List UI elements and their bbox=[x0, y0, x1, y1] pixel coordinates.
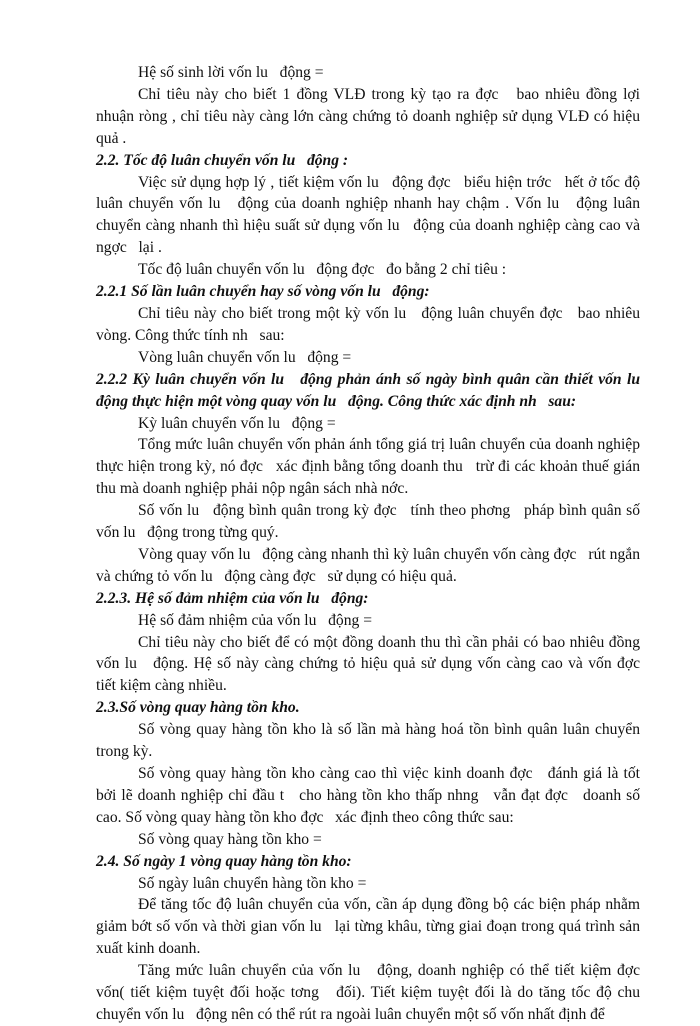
section-heading: 2.2.2 Kỳ luân chuyển vốn lu động phản ánh số ngày bình quân cần thiết vốn lu động thực hiện một vòng quay vốn lu động. Công thức xác định nh sau: bbox=[96, 370, 652, 410]
body-paragraph: Kỳ luân chuyển vốn lu động = bbox=[138, 414, 336, 432]
body-paragraph: Tổng mức luân chuyển vốn phản ánh tổng giá trị luân chuyển của doanh nghiệp thực hiện trong kỳ, nó đợc xác định bằng tổng doanh thu trừ đi các khoản thuế gián thu mà doanh nghiệp phải nộp ngân sách nhà nớc. bbox=[96, 436, 644, 498]
body-paragraph: Việc sử dụng hợp lý , tiết kiệm vốn lu động đợc biểu hiện trớc hết ở tốc độ luân chuyển vốn lu động của doanh nghiệp nhanh hay chậm . Vốn lu động luân chuyển càng nhanh thì hiệu suất sử dụng vốn lu động của doanh nghiệp càng cao và ngợc lại . bbox=[96, 173, 644, 257]
body-paragraph: Số ngày luân chuyển hàng tồn kho = bbox=[138, 874, 367, 892]
body-paragraph: Tốc độ luân chuyển vốn lu động đợc đo bằng 2 chỉ tiêu : bbox=[138, 261, 507, 279]
body-paragraph: Tăng mức luân chuyển của vốn lu động, doanh nghiệp có thể tiết kiệm đợc vốn( tiết kiệm tuyệt đối hoặc tơng đối). Tiết kiệm tuyệt đối là do tăng tốc độ chu chuyển vốn lu động nên có thể rút ra ngoài luân chuyển một số vốn nhất định để bbox=[96, 962, 652, 1023]
body-paragraph: Để tăng tốc độ luân chuyển của vốn, cần áp dụng đồng bộ các biện pháp nhằm giảm bớt số vốn và thời gian vốn lu lại từng khâu, từng giai đoạn trong quá trình sản xuất kinh doanh. bbox=[96, 896, 644, 958]
body-paragraph: Chỉ tiêu này cho biết trong một kỳ vốn lu động luân chuyển đợc bao nhiêu vòng. Công thức tính nh sau: bbox=[96, 304, 644, 344]
body-paragraph: Số vòng quay hàng tồn kho càng cao thì việc kinh doanh đợc đánh giá là tốt bởi lẽ doanh nghiệp chỉ đầu t cho hàng tồn kho thấp nhng vẫn đạt đợc doanh số cao. Số vòng quay hàng tồn kho đợc xác định theo công thức sau: bbox=[96, 765, 644, 826]
section-heading: 2.4. Số ngày 1 vòng quay hàng tồn kho: bbox=[96, 852, 352, 870]
section-heading: 2.3.Số vòng quay hàng tồn kho. bbox=[96, 699, 300, 717]
body-paragraph: Chỉ tiêu này cho biết để có một đồng doanh thu thì cần phải có bao nhiêu đồng vốn lu động. Hệ số này càng chứng tỏ hiệu quả sử dụng vốn càng cao và vốn đợc tiết kiệm càng nhiều. bbox=[96, 633, 652, 695]
section-heading: 2.2.3. Hệ số đảm nhiệm của vốn lu động: bbox=[96, 589, 369, 607]
body-paragraph: Vòng luân chuyển vốn lu động = bbox=[138, 348, 352, 366]
document-page bbox=[96, 62, 652, 1026]
section-heading: 2.2. Tốc độ luân chuyển vốn lu động : bbox=[96, 151, 349, 169]
body-paragraph: Số vòng quay hàng tồn kho là số lần mà hàng hoá tồn bình quân luân chuyển trong kỳ. bbox=[96, 721, 644, 761]
body-paragraph: Số vòng quay hàng tồn kho = bbox=[138, 830, 322, 848]
body-paragraph: Vòng quay vốn lu động càng nhanh thì kỳ luân chuyển vốn càng đợc rút ngắn và chứng tỏ vốn lu động càng đợc sử dụng có hiệu quả. bbox=[96, 545, 644, 585]
body-paragraph: Hệ số sinh lời vốn lu động = bbox=[138, 64, 324, 81]
body-paragraph: Hệ số đảm nhiệm của vốn lu động = bbox=[138, 611, 372, 629]
body-paragraph: Chỉ tiêu này cho biết 1 đồng VLĐ trong kỳ tạo ra đợc bao nhiêu đồng lợi nhuận ròng , chỉ tiêu này càng lớn càng chứng tỏ doanh nghiệp sử dụng VLĐ có hiệu quả . bbox=[96, 85, 644, 147]
body-paragraph: Số vốn lu động bình quân trong kỳ đợc tính theo phơng pháp bình quân số vốn lu động trong từng quý. bbox=[96, 502, 644, 542]
section-heading: 2.2.1 Số lần luân chuyển hay số vòng vốn lu động: bbox=[96, 283, 430, 301]
